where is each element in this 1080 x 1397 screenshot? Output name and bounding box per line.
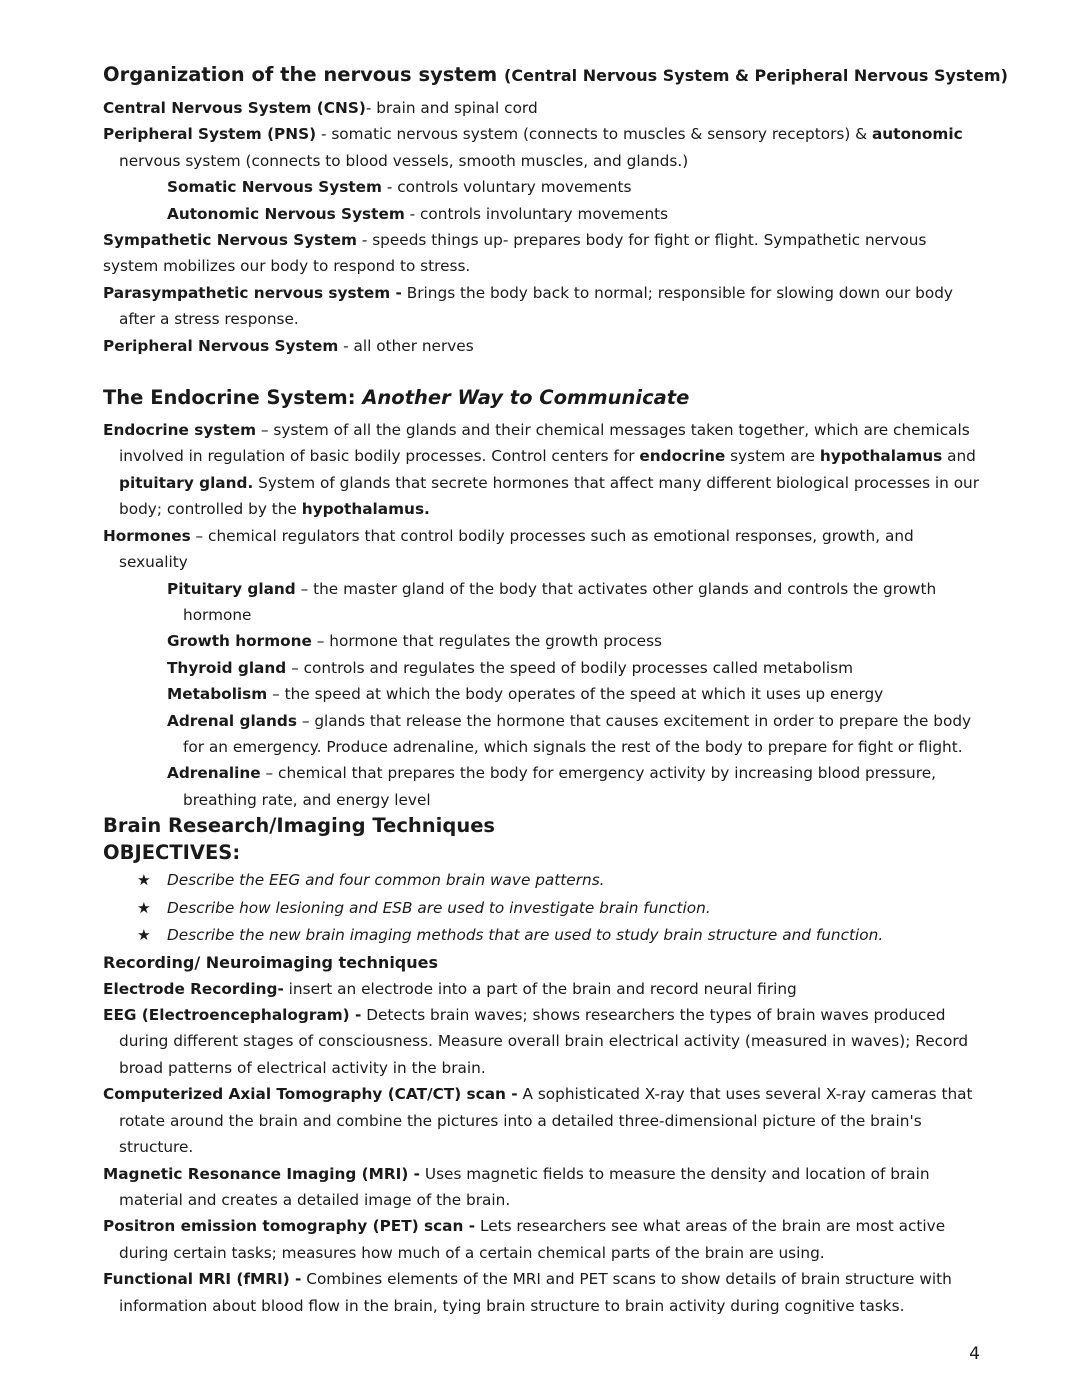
definition: A sophisticated X-ray that uses several X-ray cameras that rotate around the brain and combine the pictures into a detailed three-dimensional picture of the brain's structure. — [119, 1085, 973, 1157]
star-icon: ★ — [137, 926, 151, 945]
objectives-list — [137, 867, 983, 950]
definition-growth-hormone — [167, 628, 983, 654]
term-autonomic: autonomic — [871, 125, 963, 144]
term: Parasympathetic nervous system - — [103, 283, 402, 302]
bold-hypothalamus-2: hypothalamus. — [301, 500, 430, 519]
objective-text: Describe how lesioning and ESB are used to investigate brain function. — [167, 898, 711, 917]
term: Magnetic Resonance Imaging (MRI) - — [103, 1164, 421, 1183]
definition-pet — [103, 1213, 983, 1266]
definition: - somatic nervous system (connects to muscles & sensory receptors) & — [316, 125, 872, 144]
term: Peripheral System (PNS) — [103, 125, 317, 144]
definition-somatic — [167, 174, 983, 200]
star-icon: ★ — [137, 871, 151, 890]
term: Sympathetic Nervous System — [103, 231, 357, 250]
definition-fmri — [103, 1266, 983, 1319]
definition: – the master gland of the body that activates other glands and controls the growth hormone — [183, 579, 937, 624]
definition: Brings the body back to normal; responsible for slowing down our body after a stress response. — [119, 283, 953, 329]
definition-peripheral — [103, 333, 983, 359]
heading-text: Organization of the nervous system — [103, 63, 498, 86]
definition: - brain and spinal cord — [365, 99, 538, 117]
definition-sympathetic — [103, 227, 983, 280]
definition-ct-scan — [103, 1081, 983, 1160]
term: Adrenaline — [167, 764, 261, 783]
term: Positron emission tomography (PET) scan - — [103, 1217, 476, 1236]
definition: – glands that release the hormone that causes excitement in order to prepare the body for an emergency. Produce adrenaline, which signals the rest of the body to prepare for fight or flight. — [183, 711, 972, 756]
definition: nervous system (connects to blood vessels, smooth muscles, and glands.) — [119, 151, 689, 170]
definition: Uses magnetic fields to measure the density and location of brain material and creates a detailed image of the brain. — [119, 1164, 930, 1209]
term: Functional MRI (fMRI) - — [103, 1270, 302, 1289]
term: Metabolism — [167, 685, 268, 704]
bold-endocrine: endocrine — [639, 447, 726, 466]
definition-cns — [103, 95, 983, 121]
section-heading-nervous-system — [103, 62, 1008, 89]
term: EEG (Electroencephalogram) - — [103, 1006, 362, 1025]
definition: system are — [725, 447, 820, 466]
list-item — [137, 895, 983, 923]
term: Autonomic Nervous System — [167, 204, 405, 223]
definition: – hormone that regulates the growth process — [311, 632, 663, 651]
list-item — [137, 867, 983, 895]
definition-metabolism — [167, 681, 983, 707]
definition-hormones — [103, 523, 983, 576]
definition: and — [942, 447, 976, 466]
heading-italic: Another Way to Communicate — [362, 386, 690, 410]
definition-adrenaline — [167, 760, 983, 813]
term: Somatic Nervous System — [167, 178, 382, 197]
definition-thyroid — [167, 655, 983, 681]
definition: - controls voluntary movements — [381, 178, 632, 197]
term: Growth hormone — [167, 632, 312, 651]
definition-parasympathetic — [103, 280, 983, 333]
definition-electrode-recording — [103, 976, 983, 1002]
definition-autonomic — [167, 201, 983, 227]
section-heading-endocrine — [103, 385, 983, 411]
definition-mri — [103, 1161, 983, 1214]
definition: - all other nerves — [338, 336, 474, 355]
term: Computerized Axial Tomography (CAT/CT) scan - — [103, 1085, 518, 1104]
page-number: 4 — [969, 1344, 980, 1364]
definition: - speeds things up- prepares body for fight or flight. Sympathetic nervous system mobilizes our body to respond to stress. — [103, 231, 927, 276]
star-icon: ★ — [137, 898, 151, 917]
term: Electrode Recording- — [103, 979, 284, 998]
recording-title: Recording/ Neuroimaging techniques — [103, 952, 439, 972]
section-heading-brain-research: Brain Research/Imaging Techniques — [103, 814, 496, 838]
objective-text: Describe the EEG and four common brain wave patterns. — [167, 871, 605, 890]
definition: – chemical that prepares the body for emergency activity by increasing blood pressure, breathing rate, and energy level — [183, 764, 936, 809]
term: Central Nervous System (CNS) — [103, 99, 366, 117]
heading-subtitle: (Central Nervous System & Peripheral Nervous System) — [504, 66, 1008, 85]
definition-endocrine-system — [103, 417, 983, 523]
term: Pituitary gland — [167, 579, 296, 598]
definition: Detects brain waves; shows researchers the types of brain waves produced during different stages of consciousness. Measure overall brain electrical activity (measured in waves); Record broad patterns of electrical activity in the brain. — [119, 1006, 969, 1077]
term: Peripheral Nervous System — [103, 336, 339, 355]
bold-hypothalamus: hypothalamus — [819, 447, 943, 466]
definition-eeg — [103, 1002, 983, 1081]
bold-pituitary: pituitary gland. — [119, 473, 254, 492]
list-item — [137, 922, 983, 950]
definition: - controls involuntary movements — [404, 204, 669, 223]
term: Hormones — [103, 526, 191, 545]
definition: Combines elements of the MRI and PET scans to show details of brain structure with information about blood flow in the brain, tying brain structure to brain activity during cognitive tasks. — [119, 1270, 952, 1315]
document-page — [103, 62, 1008, 1319]
definition: Lets researchers see what areas of the brain are most active during certain tasks; measures how much of a certain chemical parts of the brain are using. — [119, 1217, 946, 1262]
definition-pns — [103, 121, 983, 174]
definition-pituitary — [167, 576, 983, 629]
term: Adrenal glands — [167, 711, 297, 730]
term: Thyroid gland — [167, 658, 287, 677]
definition-adrenal — [167, 708, 983, 761]
definition: – system of all the glands and their chemical messages taken together, which are chemicals involved in regulation of basic bodily processes. Control centers for — [119, 421, 970, 466]
definition: insert an electrode into a part of the brain and record neural firing — [283, 979, 797, 998]
objective-text: Describe the new brain imaging methods that are used to study brain structure and function. — [167, 926, 884, 945]
term: Endocrine system — [103, 421, 257, 440]
definition: – chemical regulators that control bodily processes such as emotional responses, growth, and sexuality — [119, 526, 914, 572]
definition: System of glands that secrete hormones that affect many different biological processes in our body; controlled by the — [119, 473, 980, 519]
definition: – the speed at which the body operates of the speed at which it uses up energy — [267, 685, 884, 704]
heading-text: The Endocrine System: — [103, 386, 363, 410]
definition: – controls and regulates the speed of bodily processes called metabolism — [286, 658, 853, 677]
objectives-title: OBJECTIVES: — [103, 841, 241, 865]
